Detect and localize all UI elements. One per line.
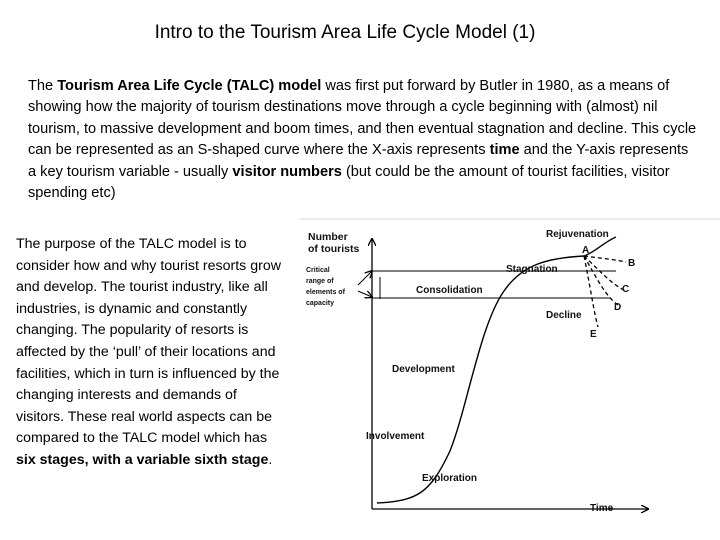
stage-stagnation: Stagnation: [506, 264, 558, 275]
intro-bold-time: time: [489, 142, 520, 159]
purpose-text-2: .: [268, 451, 273, 468]
capacity-label-2: range of: [306, 278, 334, 285]
talc-diagram: [300, 215, 720, 525]
outcome-d: D: [614, 302, 622, 313]
stage-involvement: Involvement: [366, 431, 425, 442]
intro-text-3: and the Y-axis represents a key tourism variable - usually: [28, 142, 689, 180]
branch-b: [584, 256, 626, 262]
stage-exploration: Exploration: [422, 473, 478, 484]
outcome-a: A: [582, 245, 590, 256]
slide-title: Intro to the Tourism Area Life Cycle Model (1): [154, 22, 536, 43]
x-axis-label: Time: [590, 503, 614, 514]
stage-rejuvenation: Rejuvenation: [546, 229, 609, 240]
intro-text-2: was first put forward by Butler in 1980, as a means of showing how the majority of tourism destinations move through a cycle beginning with (almost) nil tourism, to massive development and boom times, and then eventual stagnation and decline. This cycle can be represented as an S-shaped curve where the X-axis represents: [28, 78, 697, 159]
purpose-bold-stages: six stages, with a variable sixth stage: [16, 451, 269, 468]
intro-bold-visitors: visitor numbers: [232, 163, 342, 180]
stage-consolidation: Consolidation: [416, 285, 483, 296]
purpose-text-1: The purpose of the TALC model is to consider how and why tourist resorts grow and develop. The tourist industry, like all industries, is dynamic and constantly changing. The popularity of resorts is affected by the ‘pull’ of their locations and facilities, which in turn is influenced by the changing interests and demands of visitors. These real world aspects can be compared to the TALC model which has: [16, 236, 281, 447]
stage-development: Development: [392, 364, 455, 375]
y-axis-label-1: Number: [308, 231, 348, 243]
stage-decline: Decline: [546, 310, 582, 321]
capacity-arrow-down: [358, 291, 372, 297]
intro-text-1: The: [28, 78, 58, 94]
outcome-b: B: [628, 258, 636, 269]
intro-text-4: (but could be the amount of tourist facilities, visitor spending etc): [28, 163, 670, 202]
capacity-label-4: capacity: [306, 300, 335, 307]
purpose-paragraph: [16, 234, 288, 472]
capacity-label-1: Critical: [306, 267, 330, 274]
outcome-e: E: [590, 329, 597, 340]
capacity-label-3: elements of: [306, 289, 345, 296]
y-axis-label-2: of tourists: [308, 243, 360, 255]
intro-paragraph: [28, 76, 698, 204]
outcome-c: C: [622, 284, 630, 295]
intro-bold-talc: Tourism Area Life Cycle (TALC) model: [57, 78, 322, 94]
capacity-arrow-up: [358, 271, 372, 285]
